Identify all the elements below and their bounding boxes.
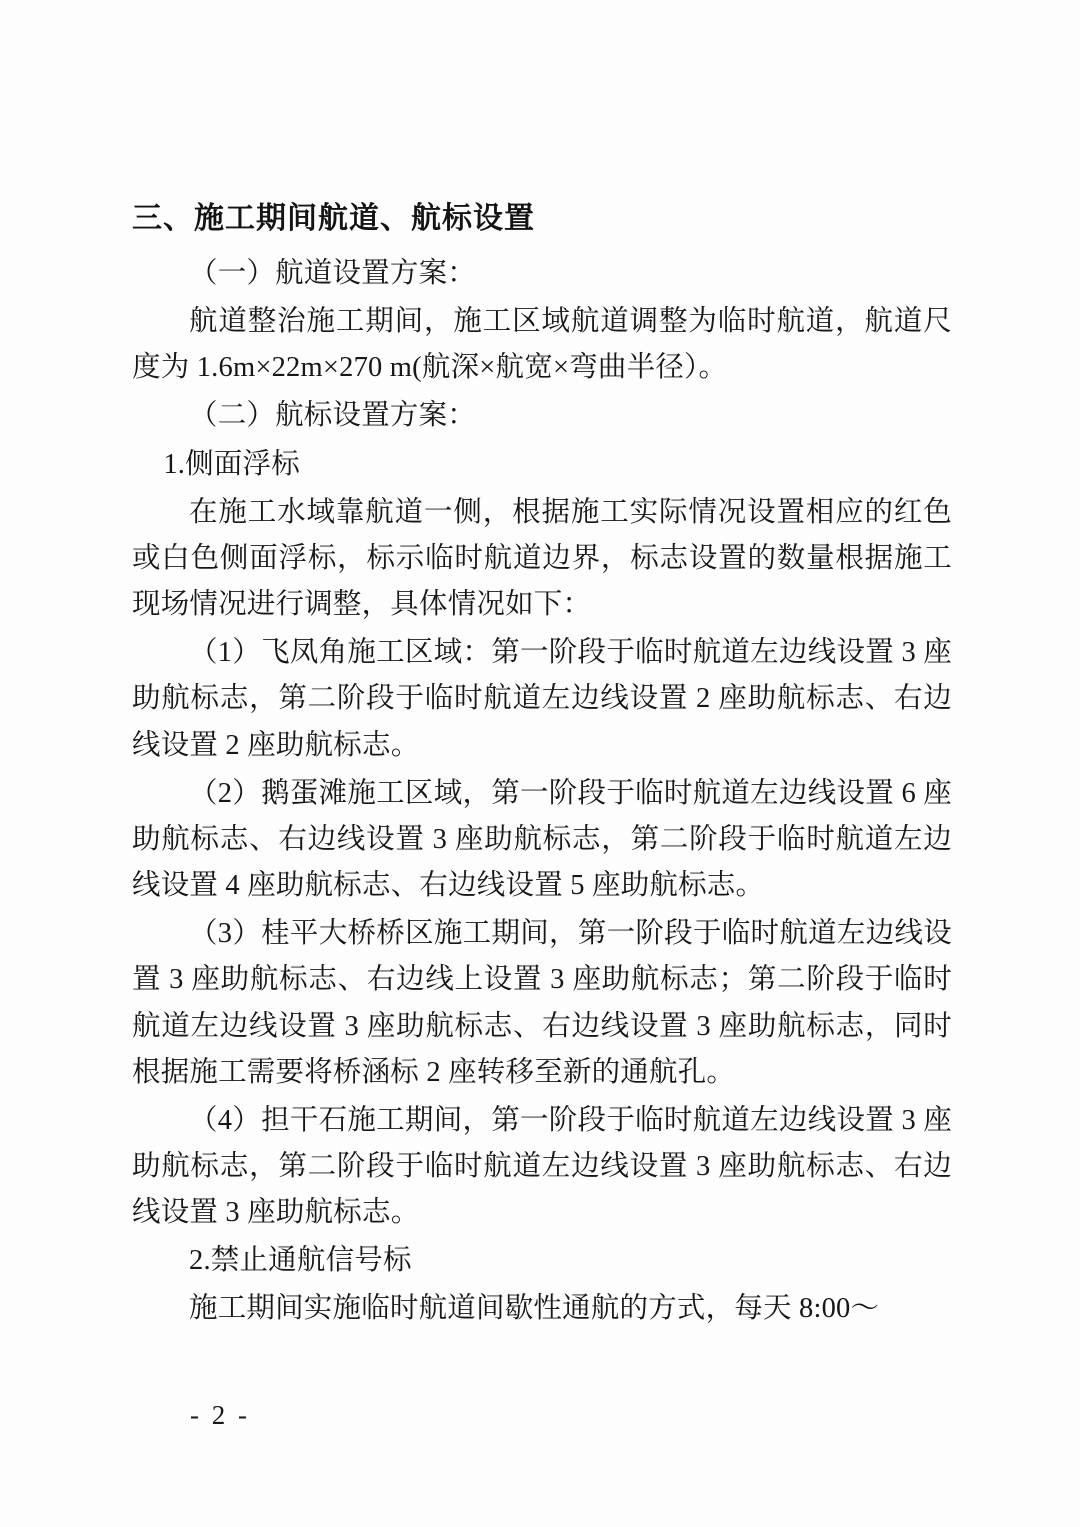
paragraph-section-2-title: （二）航标设置方案： — [189, 400, 477, 432]
document-body — [132, 196, 952, 1335]
section-heading: 三、施工期间航道、航标设置 — [132, 202, 535, 235]
paragraph-section-1-title: （一）航道设置方案： — [189, 258, 477, 289]
paragraph-item-1-sub-4: （4）担干石施工期间，第一阶段于临时航道左边线设置 3 座助航标志，第二阶段于临时航道左边线设置 3 座助航标志、右边线设置 3 座助航标志。 — [132, 1104, 952, 1229]
paragraph-item-2-body: 施工期间实施临时航道间歇性通航的方式，每天 8:00～ — [189, 1293, 880, 1325]
paragraph-item-1-sub-1: （1）飞凤角施工区域：第一阶段于临时航道左边线设置 3 座助航标志，第二阶段于临时航道左边线设置 2 座助航标志、右边线设置 2 座助航标志。 — [132, 637, 952, 761]
page-number-text: - 2 - — [190, 1400, 250, 1430]
paragraph-item-1-body: 在施工水域靠航道一侧，根据施工实际情况设置相应的红色或白色侧面浮标，标示临时航道边界，标志设置的数量根据施工现场情况进行调整，具体情况如下： — [132, 496, 952, 621]
paragraph-item-1-sub-2: （2）鹅蛋滩施工区域，第一阶段于临时航道左边线设置 6 座助航标志、右边线设置 3 座助航标志，第二阶段于临时航道左边线设置 4 座助航标志、右边线设置 5 座助航标志。 — [132, 777, 952, 902]
paragraph-item-1-title: 1.侧面浮标 — [163, 448, 300, 480]
paragraph-item-2-title: 2.禁止通航信号标 — [189, 1245, 412, 1277]
page-number — [0, 1400, 1080, 1431]
paragraph-item-1-sub-3: （3）桂平大桥桥区施工期间，第一阶段于临时航道左边线设置 3 座助航标志、右边线上设置 3 座助航标志；第二阶段于临时航道左边线设置 3 座助航标志、右边线设置 3 座助航标志，同时根据施工需要将桥涵标 2 座转移至新的通航孔。 — [132, 918, 952, 1088]
paragraph-section-1-body: 航道整治施工期间，施工区域航道调整为临时航道，航道尺度为 1.6m×22m×270 m(航深×航宽×弯曲半径）。 — [132, 306, 952, 384]
